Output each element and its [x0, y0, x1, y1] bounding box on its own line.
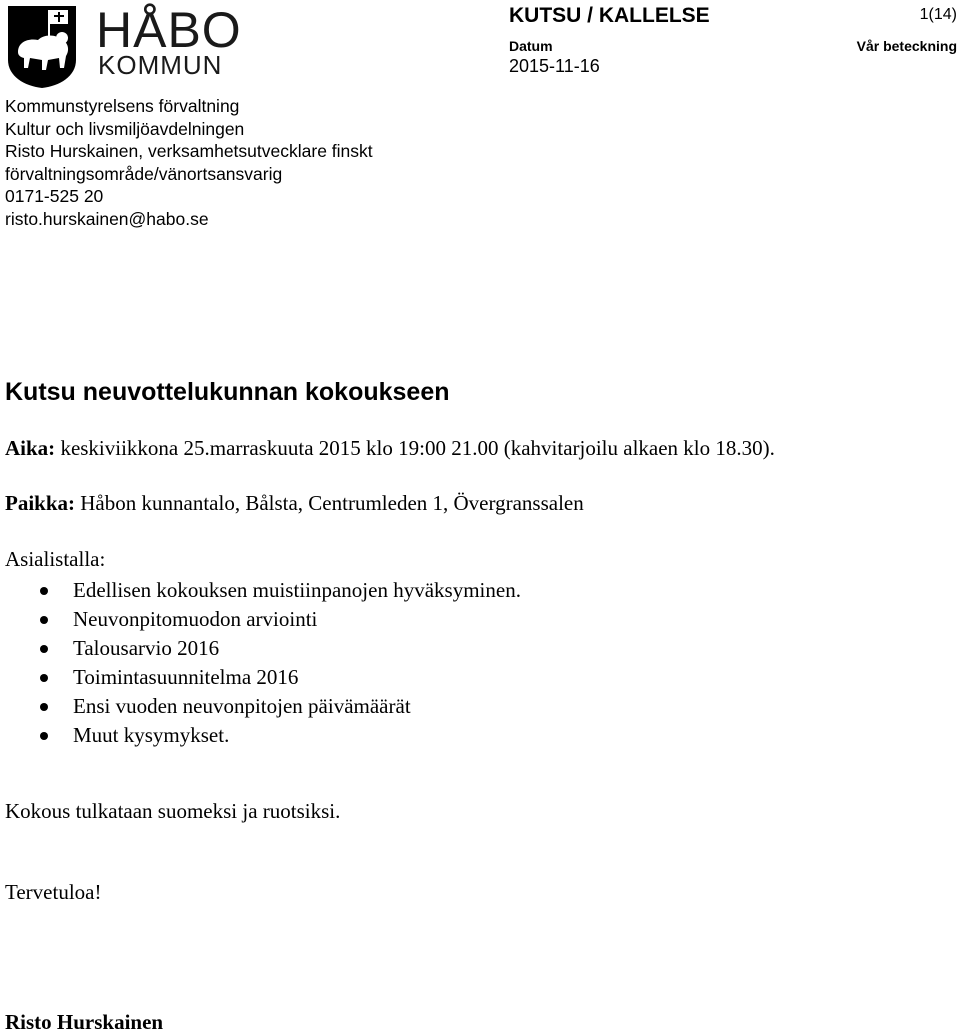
agenda-item-text: Toimintasuunnitelma 2016 — [73, 665, 299, 689]
agenda-item-text: Ensi vuoden neuvonpitojen päivämäärät — [73, 694, 411, 718]
signature: Risto Hurskainen — [5, 1010, 164, 1034]
bullet-icon — [40, 674, 48, 682]
sender-role-continued: förvaltningsområde/vänortsansvarig — [5, 163, 283, 184]
sender-unit: Kultur och livsmiljöavdelningen — [5, 118, 245, 139]
page-number: 1(14) — [919, 6, 957, 23]
reference-label: Vår beteckning — [856, 38, 957, 54]
lamb-with-cross-flag-icon — [4, 2, 80, 88]
meeting-time — [5, 436, 775, 461]
place-label: Paikka: — [5, 491, 76, 515]
logo — [96, 2, 242, 80]
agenda-item-text: Edellisen kokouksen muistiinpanojen hyväksyminen. — [73, 578, 521, 602]
welcome-text: Tervetuloa! — [5, 880, 102, 904]
bullet-icon — [40, 645, 48, 653]
bullet-icon — [40, 703, 48, 711]
agenda-item-text: Talousarvio 2016 — [73, 636, 220, 660]
date-value: 2015-11-16 — [509, 56, 600, 76]
list-item — [0, 576, 521, 605]
bullet-icon — [40, 616, 48, 624]
bullet-icon — [40, 587, 48, 595]
sender-name-role: Risto Hurskainen, verksamhetsutvecklare finskt — [5, 141, 373, 162]
date-label: Datum — [509, 38, 553, 54]
document-type: KUTSU / KALLELSE — [509, 4, 710, 27]
place-value: Håbon kunnantalo, Bålsta, Centrumleden 1, Övergranssalen — [75, 491, 584, 515]
logo-subtitle: KOMMUN — [98, 50, 223, 80]
list-item — [0, 692, 521, 721]
meeting-place — [5, 491, 584, 516]
list-item — [0, 663, 521, 692]
time-value: keskiviikkona 25.marraskuuta 2015 klo 19:00 21.00 (kahvitarjoilu alkaen klo 18.30). — [55, 436, 775, 460]
list-item — [0, 634, 521, 663]
list-item — [0, 721, 521, 750]
sender-block — [5, 95, 373, 231]
bullet-icon — [40, 732, 48, 740]
page-title: Kutsu neuvottelukunnan kokoukseen — [5, 378, 450, 406]
agenda-item-text: Muut kysymykset. — [73, 723, 230, 747]
sender-department: Kommunstyrelsens förvaltning — [5, 96, 240, 116]
time-label: Aika: — [5, 436, 56, 460]
sender-email: risto.hurskainen@habo.se — [5, 208, 209, 229]
agenda-item-text: Neuvonpitomuodon arviointi — [73, 607, 318, 631]
list-item — [0, 605, 521, 634]
agenda-heading: Asialistalla: — [5, 547, 106, 571]
agenda-list — [0, 576, 521, 750]
logo-name: HÅBO — [96, 2, 242, 58]
interpreting-note: Kokous tulkataan suomeksi ja ruotsiksi. — [5, 799, 341, 823]
sender-phone: 0171-525 20 — [5, 186, 104, 207]
